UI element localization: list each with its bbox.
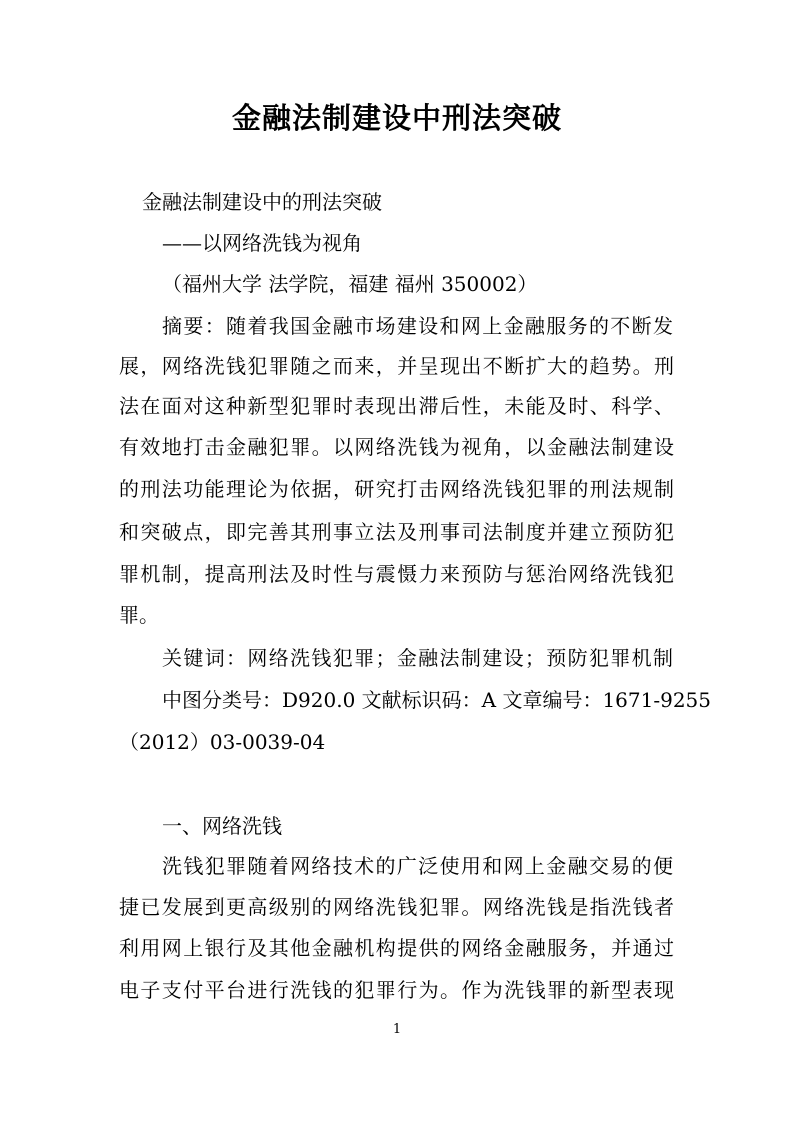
classification-info: 中图分类号：D920.0 文献标识码：A 文章编号：1671-9255 <box>162 688 712 712</box>
document-title: 金融法制建设中刑法突破 <box>231 101 562 135</box>
abstract-line: 的刑法功能理论为依据，研究打击网络洗钱犯罪的刑法规制 <box>119 477 674 501</box>
body-line: 洗钱犯罪随着网络技术的广泛使用和网上金融交易的便 <box>162 854 673 878</box>
abstract-line: 摘要：随着我国金融市场建设和网上金融服务的不断发 <box>162 314 673 338</box>
abstract-line: 法在面对这种新型犯罪时表现出滞后性，未能及时、科学、 <box>119 394 674 418</box>
body-line: 利用网上银行及其他金融机构提供的网络金融服务，并通过 <box>119 936 674 960</box>
issue-info: （2012）03-0039-04 <box>119 730 326 754</box>
article-heading: 金融法制建设中的刑法突破 <box>142 190 382 214</box>
abstract-line: 展，网络洗钱犯罪随之而来，并呈现出不断扩大的趋势。刑 <box>119 354 674 378</box>
article-subtitle: ——以网络洗钱为视角 <box>162 231 362 255</box>
abstract-line: 有效地打击金融犯罪。以网络洗钱为视角，以金融法制建设 <box>119 435 674 459</box>
section-title: 一、网络洗钱 <box>162 814 282 838</box>
keywords: 关键词：网络洗钱犯罪；金融法制建设；预防犯罪机制 <box>162 646 673 670</box>
body-line: 捷已发展到更高级别的网络洗钱犯罪。网络洗钱是指洗钱者 <box>119 895 674 919</box>
abstract-line: 罪。 <box>119 603 159 627</box>
author-affiliation: （福州大学 法学院，福建 福州 350002） <box>162 272 538 296</box>
abstract-line: 和突破点，即完善其刑事立法及刑事司法制度并建立预防犯 <box>119 520 674 544</box>
body-line: 电子支付平台进行洗钱的犯罪行为。作为洗钱罪的新型表现 <box>119 978 674 1002</box>
page-number: 1 <box>392 1022 402 1037</box>
abstract-line: 罪机制，提高刑法及时性与震慑力来预防与惩治网络洗钱犯 <box>119 562 674 586</box>
